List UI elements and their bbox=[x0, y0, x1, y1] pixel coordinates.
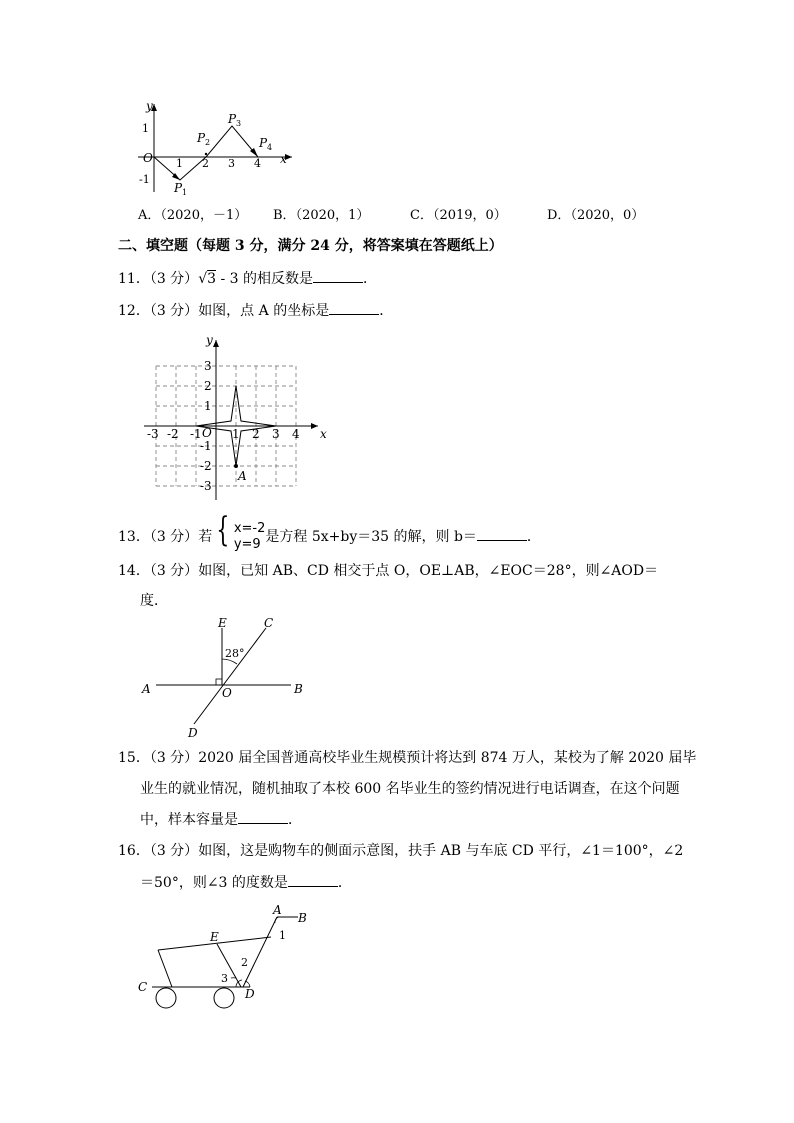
system-brace: { bbox=[216, 510, 230, 550]
question-15-line3 bbox=[140, 809, 302, 830]
answer-blank[interactable] bbox=[313, 268, 363, 283]
question-number: 14． bbox=[118, 563, 150, 579]
label-c: C bbox=[138, 980, 148, 994]
tick-x: 4 bbox=[292, 427, 300, 441]
question-end: ． bbox=[379, 303, 394, 319]
tick-y: 2 bbox=[204, 379, 212, 393]
option-letter: D． bbox=[547, 208, 571, 223]
question-15-line2: 业生的就业情况，随机抽取了本校 600 名毕业生的签约情况进行电话调查，在这个问题 bbox=[140, 781, 680, 797]
tick-y: 1 bbox=[204, 399, 212, 413]
question-16-line2 bbox=[140, 872, 352, 893]
sqrt-radicand: 3 bbox=[207, 271, 217, 287]
question-16 bbox=[118, 841, 683, 861]
option-letter: C． bbox=[410, 208, 433, 223]
answer-blank[interactable] bbox=[477, 526, 527, 541]
point-p1: P bbox=[174, 181, 183, 195]
label-d: D bbox=[245, 987, 255, 1001]
question-number: 13． bbox=[118, 529, 150, 545]
question-text: 如图，这是购物车的侧面示意图，扶手 AB 与车底 CD 平行，∠1＝100°，∠2 bbox=[198, 843, 684, 859]
tick-x: 3 bbox=[228, 157, 235, 170]
tick-y: 3 bbox=[204, 359, 212, 373]
answer-blank[interactable] bbox=[288, 872, 338, 887]
label-e: E bbox=[210, 930, 219, 944]
option-text: （2020，1） bbox=[295, 208, 370, 223]
label-c: C bbox=[264, 616, 274, 630]
question-score: （3 分） bbox=[149, 750, 199, 766]
option-a[interactable] bbox=[138, 206, 247, 226]
question-12 bbox=[118, 300, 393, 321]
question-score: （3 分） bbox=[149, 563, 199, 579]
point-p2: P bbox=[197, 131, 206, 145]
option-b[interactable] bbox=[273, 206, 369, 226]
option-text: （2020，－1） bbox=[160, 208, 248, 223]
question-end: ． bbox=[526, 529, 541, 545]
q10-figure bbox=[130, 96, 300, 196]
option-letter: A． bbox=[138, 208, 161, 223]
option-d[interactable] bbox=[547, 206, 644, 226]
tick-y: -3 bbox=[200, 479, 212, 493]
label-o: O bbox=[222, 686, 232, 700]
label-a: A bbox=[273, 903, 282, 917]
section-heading: 二、填空题（每题 3 分，满分 24 分，将答案填在答题纸上） bbox=[118, 238, 503, 254]
angle-label: 28° bbox=[225, 647, 245, 660]
option-text: （2020，0） bbox=[570, 208, 645, 223]
question-score: （3 分） bbox=[149, 303, 199, 319]
angle-3-label: 3 bbox=[221, 972, 228, 985]
question-number: 16． bbox=[118, 843, 150, 859]
origin-label: O bbox=[202, 426, 212, 440]
option-c[interactable] bbox=[410, 206, 507, 226]
point-a-label: A bbox=[238, 469, 247, 483]
question-text: 中，样本容量是 bbox=[140, 812, 238, 828]
angle-1-label: 1 bbox=[279, 929, 286, 942]
question-score: （3 分） bbox=[149, 271, 199, 287]
tick-x: 1 bbox=[176, 157, 183, 170]
tick-x: 2 bbox=[202, 157, 209, 170]
tick-x: 2 bbox=[252, 427, 260, 441]
question-end: ． bbox=[288, 812, 302, 828]
question-score: （3 分） bbox=[149, 529, 199, 545]
label-d: D bbox=[188, 726, 198, 740]
equation-2: y=9 bbox=[233, 537, 261, 552]
point-p3: P bbox=[228, 112, 237, 126]
question-text: - 3 的相反数是 bbox=[216, 271, 314, 287]
tick-x: -1 bbox=[190, 427, 202, 441]
question-end: ． bbox=[337, 875, 352, 891]
option-text: （2019，0） bbox=[432, 208, 507, 223]
tick-y: -1 bbox=[139, 173, 150, 186]
question-number: 11． bbox=[118, 271, 150, 287]
question-end: ． bbox=[363, 271, 378, 287]
y-axis-label: y bbox=[206, 333, 213, 347]
tick-y: 1 bbox=[142, 122, 149, 135]
point-p4-sub: 4 bbox=[267, 143, 273, 152]
equation-system bbox=[234, 521, 266, 553]
point-p2-sub: 2 bbox=[205, 138, 211, 147]
question-text: ＝50°，则∠3 的度数是 bbox=[140, 875, 288, 891]
label-e: E bbox=[218, 616, 227, 630]
point-p1-sub: 1 bbox=[182, 188, 188, 196]
question-15 bbox=[118, 748, 696, 768]
question-14 bbox=[118, 561, 658, 581]
point-p3-sub: 3 bbox=[236, 119, 242, 128]
tick-x: 3 bbox=[272, 427, 280, 441]
q16-figure bbox=[132, 900, 322, 1012]
answer-blank[interactable] bbox=[329, 300, 379, 315]
question-text: 是方程 5x+by＝35 的解，则 b＝ bbox=[265, 529, 477, 545]
angle-2-label: 2 bbox=[241, 956, 248, 969]
x-axis-label: x bbox=[320, 427, 327, 441]
question-text: 若 bbox=[198, 529, 213, 545]
origin-label: O bbox=[143, 151, 153, 165]
question-text: 2020 届全国普通高校毕业生规模预计将达到 874 万人，某校为了解 2020 届毕 bbox=[198, 750, 697, 766]
tick-x: 4 bbox=[254, 157, 261, 170]
label-a: A bbox=[142, 682, 151, 696]
question-number: 15． bbox=[118, 750, 150, 766]
label-b: B bbox=[294, 682, 303, 696]
question-text: 如图，点 A 的坐标是 bbox=[198, 303, 330, 319]
tick-x: -3 bbox=[147, 427, 159, 441]
tick-x: 1 bbox=[232, 427, 240, 441]
x-axis-label: x bbox=[280, 152, 287, 166]
q14-figure bbox=[136, 612, 316, 744]
point-p4: P bbox=[259, 136, 268, 150]
sqrt-sign: √ bbox=[198, 271, 208, 287]
question-13 bbox=[118, 510, 541, 552]
question-text: 如图，已知 AB、CD 相交于点 O，OE⊥AB，∠EOC＝28°，则∠AOD＝ bbox=[198, 563, 659, 579]
y-axis-label: y bbox=[146, 99, 153, 113]
option-letter: B． bbox=[273, 208, 296, 223]
label-b: B bbox=[298, 911, 307, 925]
equation-1: x=-2 bbox=[233, 521, 266, 536]
q12-figure bbox=[140, 328, 340, 503]
question-11 bbox=[118, 268, 377, 289]
question-number: 12． bbox=[118, 303, 150, 319]
tick-y: -2 bbox=[200, 459, 212, 473]
question-14-cont: 度． bbox=[140, 593, 168, 609]
answer-blank[interactable] bbox=[238, 809, 288, 824]
tick-y: -1 bbox=[200, 439, 212, 453]
question-score: （3 分） bbox=[149, 843, 199, 859]
tick-x: -2 bbox=[167, 427, 179, 441]
